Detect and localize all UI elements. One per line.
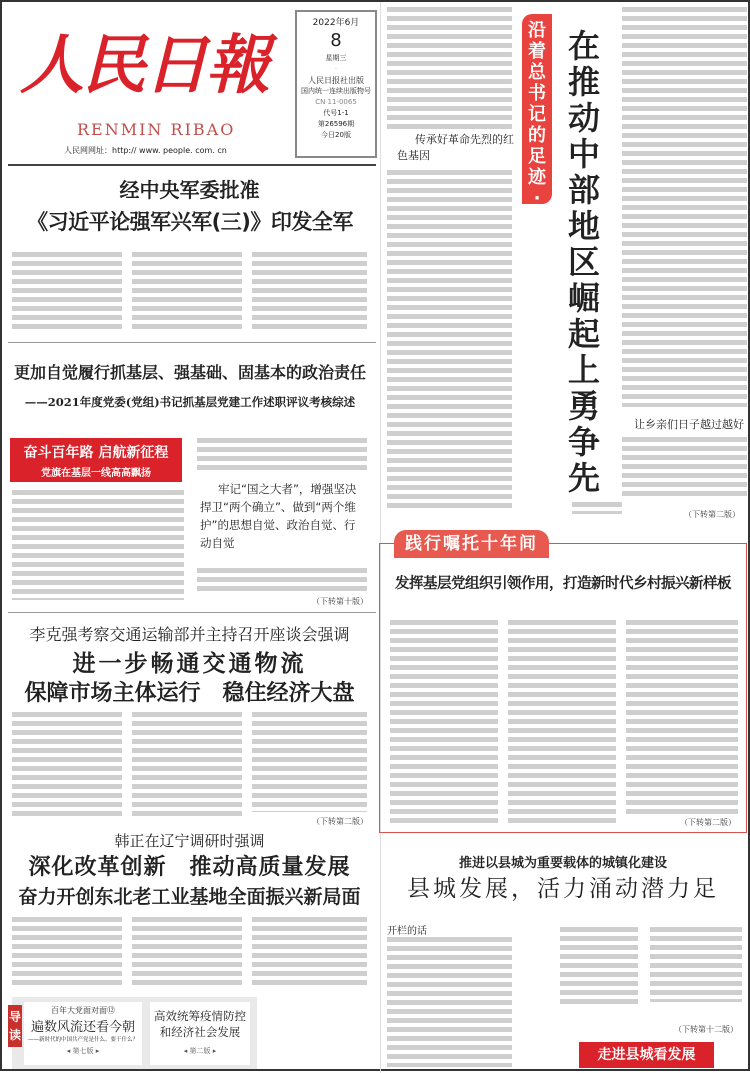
county-column-label: 开栏的话 xyxy=(387,926,427,937)
date-day: 8 xyxy=(330,30,342,51)
issue-number: 第26596期 xyxy=(317,120,355,128)
party-headline[interactable]: 更加自觉履行抓基层、强基础、固基本的政治责任 xyxy=(13,363,366,382)
body-text xyxy=(622,7,747,407)
jiangxi-series-banner: 沿着总书记的足迹·江西篇 xyxy=(522,14,552,204)
likeqiang-line1[interactable]: 进一步畅通交通物流 xyxy=(72,650,307,677)
banner-line2: 党旗在基层一线高高飘扬 xyxy=(41,468,151,479)
body-text xyxy=(197,438,367,474)
body-text xyxy=(12,712,122,817)
jump-note: （下转第十版） xyxy=(312,597,368,606)
weekday: 星期三 xyxy=(325,54,347,62)
body-text xyxy=(387,170,512,510)
publisher: 人民日报社出版 xyxy=(308,76,364,85)
body-text xyxy=(390,620,498,825)
cn-number: CN 11-0065 xyxy=(315,98,357,106)
guide-kicker: 百年大党面对面⑫ xyxy=(51,1006,115,1015)
page-count: 今日20版 xyxy=(321,131,351,139)
body-text xyxy=(252,917,367,987)
hanzheng-kicker: 韩正在辽宁调研时强调 xyxy=(114,832,265,850)
banner-line1: 奋斗百年路 启航新征程 xyxy=(23,445,169,461)
date-yearmonth: 2022年6月 xyxy=(312,18,360,28)
decade-tag: 践行嘱托十年间 xyxy=(394,530,549,558)
body-text xyxy=(197,568,367,592)
jump-note: （下转第二版） xyxy=(680,818,736,827)
masthead-logo: 人民日報 xyxy=(20,28,268,103)
body-text xyxy=(132,252,242,332)
jiangxi-headline[interactable]: 在推动中部地区崛起上勇争先 xyxy=(567,27,600,497)
military-headline[interactable]: 《习近平论强军兴军(三)》印发全军 xyxy=(27,210,353,234)
likeqiang-kicker: 李克强考察交通运输部并主持召开座谈会强调 xyxy=(29,625,350,644)
masthead-pinyin: RENMIN RIBAO xyxy=(77,120,236,139)
county-headline[interactable]: 县城发展，活力涌动潜力足 xyxy=(407,876,719,902)
guide-title: 遍数风流还看今朝 xyxy=(30,1020,135,1035)
jump-note: （下转第二版） xyxy=(312,817,368,826)
body-text xyxy=(132,917,242,987)
guide-title: 高效统筹疫情防控 xyxy=(154,1009,246,1023)
jiangxi-sub1: 传承好革命先烈的红色基因 xyxy=(397,133,514,162)
likeqiang-line2[interactable]: 保障市场主体运行 稳住经济大盘 xyxy=(24,680,355,706)
body-text xyxy=(622,437,747,497)
body-text xyxy=(387,7,512,132)
body-text xyxy=(12,917,122,987)
date-block: 2022年6月 8 星期三 · 人民日报社出版 国内统一连续出版物号 CN 11-0065 代号1-1 第26596期 今日20版 xyxy=(295,10,377,158)
guide-label: 导读 xyxy=(8,1005,22,1047)
guide-title: 和经济社会发展 xyxy=(159,1025,241,1039)
body-text xyxy=(508,620,616,825)
hanzheng-line2[interactable]: 奋力开创东北老工业基地全面振兴新局面 xyxy=(18,886,361,908)
military-kicker: 经中央军委批准 xyxy=(119,178,260,202)
body-text xyxy=(560,927,638,1007)
party-banner xyxy=(10,438,182,482)
county-kicker: 推进以县城为重要载体的城镇化建设 xyxy=(458,856,667,871)
party-subhead: ——2021年度党委(党组)书记抓基层党建工作述职评议考核综述 xyxy=(24,395,356,409)
body-text xyxy=(12,252,122,332)
guide-sub: ——新时代的中国共产党是什么、要干什么？ xyxy=(27,1037,138,1043)
jump-note: （下转第十二版） xyxy=(674,1025,738,1034)
divider xyxy=(8,164,376,166)
guide-item-1[interactable]: 百年大党面对面⑫ 遍数风流还看今朝 ——新时代的中国共产党是什么、要干什么？ ◂ 第七版 ▸ xyxy=(24,1002,142,1065)
body-text xyxy=(12,490,184,600)
body-text xyxy=(626,620,738,815)
hanzheng-line1[interactable]: 深化改革创新 推动高质量发展 xyxy=(28,854,351,880)
jump-note: （下转第二版） xyxy=(684,510,740,519)
guide-page: 第七版 xyxy=(72,1047,94,1055)
body-text xyxy=(572,502,622,514)
guide-item-2[interactable]: 高效统筹疫情防控 和经济社会发展 ◂ 第二版 ▸ xyxy=(150,1002,250,1065)
website[interactable]: 人民网网址：http:// www. people. com. cn xyxy=(64,146,227,155)
body-text xyxy=(132,712,242,817)
jiangxi-sub2: 让乡亲们日子越过越好 xyxy=(634,418,744,431)
decade-headline[interactable]: 发挥基层党组织引领作用，打造新时代乡村振兴新样板 xyxy=(395,576,731,592)
body-text xyxy=(387,937,512,1067)
body-text xyxy=(252,712,367,812)
county-feature-button[interactable]: 走进县城看发展 xyxy=(579,1042,714,1068)
party-sidehead: 牢记“国之大者”，增强坚决捍卫“两个确立”、做到“两个维护”的思想自觉、政治自觉、行动自觉 xyxy=(200,482,357,550)
code: 代号1-1 xyxy=(323,109,349,117)
body-text xyxy=(252,252,367,332)
issn-label: 国内统一连续出版物号 xyxy=(301,87,371,95)
guide-page: 第二版 xyxy=(189,1047,211,1055)
body-text xyxy=(650,927,742,1002)
